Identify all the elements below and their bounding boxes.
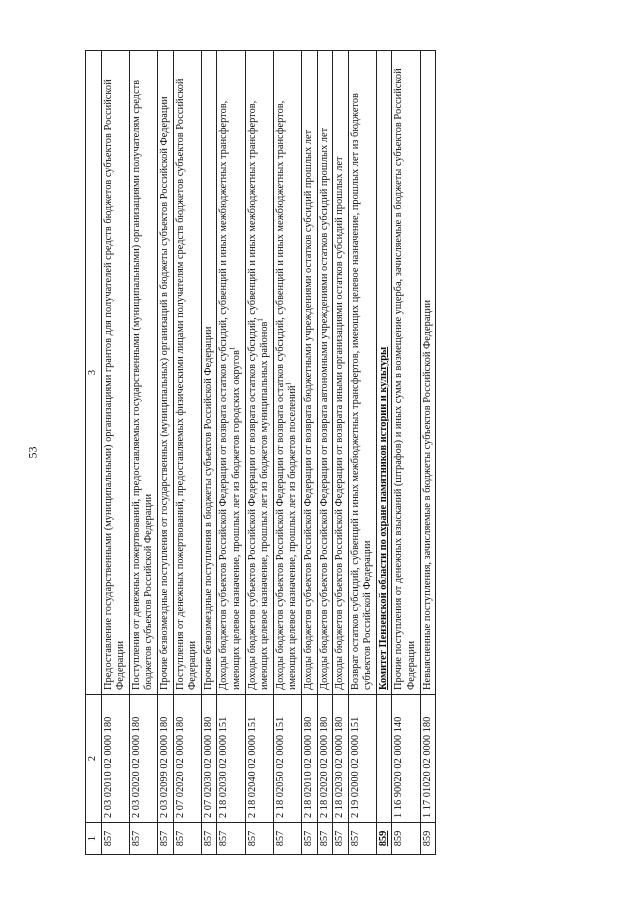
budget-code-cell: 1 16 90020 02 0000 140	[392, 695, 420, 823]
section-empty-cell	[376, 695, 392, 823]
table-row	[157, 51, 173, 855]
description-cell	[333, 51, 349, 695]
table-row	[392, 51, 420, 855]
admin-code-cell: 857	[333, 823, 349, 855]
description-text: Невыясненные поступления, зачисляемые в бюджеты субъектов Российской Федерации	[421, 299, 433, 690]
budget-code-cell: 2 18 02010 02 0000 180	[301, 695, 317, 823]
description-text: Доходы бюджетов субъектов Российской Федерации от возврата автономными учреждениями остатков субсидий прошлых лет	[318, 127, 330, 690]
description-text: Прочие безвозмездные поступления в бюджеты субъектов Российской Федерации	[202, 326, 214, 690]
description-cell	[157, 51, 173, 695]
description-text: Возврат остатков субсидий, субвенций и иных межбюджетных трансфертов, имеющих целевое назначение, прошлых лет из бюджетов субъектов Российской Федерации	[349, 93, 374, 690]
description-cell	[348, 51, 376, 695]
admin-code-cell: 857	[201, 823, 217, 855]
table-row	[173, 51, 201, 855]
budget-code-cell: 2 18 02030 02 0000 180	[333, 695, 349, 823]
description-cell	[201, 51, 217, 695]
description-text: Предоставление государственными (муниципальными) организациями грантов для получателей средств бюджетов субъектов Российской Федерации	[102, 79, 127, 690]
header-col-3: 3	[86, 51, 102, 695]
description-cell	[420, 51, 436, 695]
footnote-mark: 1	[228, 346, 237, 351]
admin-code-cell: 859	[392, 823, 420, 855]
table-row	[348, 51, 376, 855]
admin-code-cell: 857	[348, 823, 376, 855]
table-row	[301, 51, 317, 855]
budget-code-cell: 2 07 02030 02 0000 180	[201, 695, 217, 823]
description-text: Доходы бюджетов субъектов Российской Федерации от возврата остатков субсидий, субвенций и иных межбюджетных трансфертов, имеющих целевое назначение, прошлых лет из бюджетов городских округов	[218, 100, 242, 690]
admin-code-cell: 857	[301, 823, 317, 855]
admin-code-cell: 857	[101, 823, 129, 855]
description-cell	[173, 51, 201, 695]
footnote-mark: 1	[284, 381, 293, 386]
table-row	[245, 51, 273, 855]
section-admin-code: 859	[376, 823, 392, 855]
header-col-1: 1	[86, 823, 102, 855]
header-col-2: 2	[86, 695, 102, 823]
table-header-row	[86, 51, 102, 855]
budget-code-cell: 2 18 02050 02 0000 151	[273, 695, 301, 823]
table-row	[101, 51, 129, 855]
description-cell	[129, 51, 157, 695]
description-text: Доходы бюджетов субъектов Российской Федерации от возврата иными организациями остатков субсидий прошлых лет	[334, 156, 346, 690]
description-cell	[245, 51, 273, 695]
admin-code-cell: 857	[129, 823, 157, 855]
description-text: Прочие безвозмездные поступления от государственных (муниципальных) организаций в бюджеты субъектов Российской Федерации	[158, 96, 170, 690]
description-text: Поступления от денежных пожертвований, предоставляемых государственными (муниципальными) организациями получателям средств бюджетов субъектов Российской Федерации	[130, 79, 155, 690]
table-row	[333, 51, 349, 855]
budget-code-cell: 2 03 02099 02 0000 180	[157, 695, 173, 823]
table-row	[317, 51, 333, 855]
budget-code-cell: 2 03 02010 02 0000 180	[101, 695, 129, 823]
section-title: Комитет Пензенской области по охране памятников истории и культуры	[376, 51, 392, 695]
budget-code-cell: 2 19 02000 02 0000 151	[348, 695, 376, 823]
description-text: Доходы бюджетов субъектов Российской Федерации от возврата остатков субсидий, субвенций и иных межбюджетных трансфертов, имеющих целевое назначение, прошлых лет из бюджетов муниципальных районов	[246, 100, 271, 690]
revenue-codes-table	[85, 50, 436, 855]
budget-code-cell: 2 18 02020 02 0000 180	[317, 695, 333, 823]
admin-code-cell: 857	[317, 823, 333, 855]
admin-code-cell: 857	[157, 823, 173, 855]
table-row	[273, 51, 301, 855]
table-row	[201, 51, 217, 855]
admin-code-cell: 857	[273, 823, 301, 855]
description-cell	[217, 51, 245, 695]
description-cell	[317, 51, 333, 695]
description-cell	[101, 51, 129, 695]
budget-code-cell: 2 18 02040 02 0000 151	[245, 695, 273, 823]
admin-code-cell: 857	[217, 823, 245, 855]
footnote-mark: 1	[256, 318, 265, 322]
description-text: Доходы бюджетов субъектов Российской Федерации от возврата остатков субсидий, субвенций и иных межбюджетных трансфертов, имеющих целевое назначение, прошлых лет из бюджетов поселений	[274, 100, 299, 690]
admin-code-cell: 857	[173, 823, 201, 855]
table-row	[217, 51, 245, 855]
description-text: Прочие поступления от денежных взысканий (штрафов) и иных сумм в возмещение ущерба, зачисляемые в бюджеты субъектов Российской Федерации	[393, 68, 418, 690]
admin-code-cell: 857	[245, 823, 273, 855]
description-cell	[301, 51, 317, 695]
table-row	[420, 51, 436, 855]
admin-code-cell: 859	[420, 823, 436, 855]
page-number: 53	[25, 446, 40, 459]
rotated-document	[85, 50, 436, 855]
budget-code-cell: 2 18 02030 02 0000 151	[217, 695, 245, 823]
rotated-page-area	[85, 50, 555, 855]
budget-code-cell: 1 17 01020 02 0000 180	[420, 695, 436, 823]
description-cell	[273, 51, 301, 695]
budget-code-cell: 2 07 02020 02 0000 180	[173, 695, 201, 823]
description-cell	[392, 51, 420, 695]
budget-code-cell: 2 03 02020 02 0000 180	[129, 695, 157, 823]
description-text: Поступления от денежных пожертвований, предоставляемых физическими лицами получателям средств бюджетов субъектов Российской Федерации	[174, 78, 199, 690]
table-row	[129, 51, 157, 855]
section-header-row	[376, 51, 392, 855]
description-text: Доходы бюджетов субъектов Российской Федерации от возврата бюджетными учреждениями остатков субсидий прошлых лет	[302, 129, 314, 690]
